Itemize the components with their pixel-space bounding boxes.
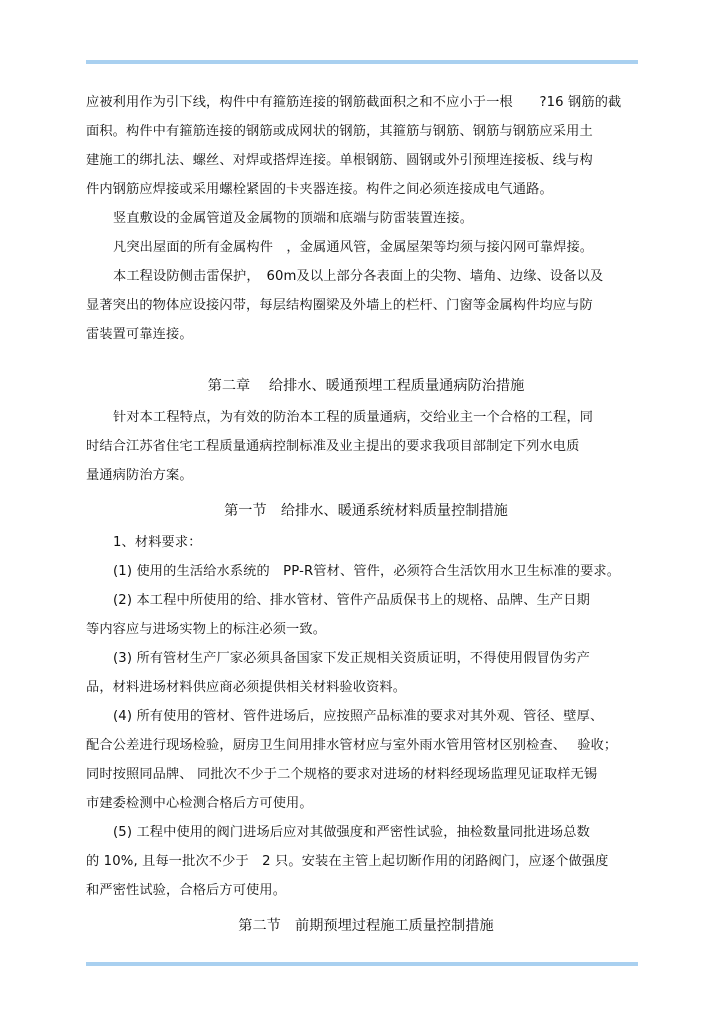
list-item-line: 品，材料进场材料供应商必须提供相关材料验收资料。	[86, 680, 407, 695]
body-text-line: 雷装置可靠连接。	[86, 327, 193, 342]
header-rule	[86, 60, 638, 64]
body-text-line: 本工程设防侧击雷保护， 60m及以上部分各表面上的尖物、墙角、边缘、设备以及	[113, 269, 604, 284]
list-heading: 1、材料要求：	[113, 535, 202, 550]
list-item-line: (4) 所有使用的管材、管件进场后，应按照产品标准的要求对其外观、管径、壁厚、	[113, 709, 604, 724]
body-text-line: 时结合江苏省住宅工程质量通病控制标准及业主提出的要求我项目部制定下列水电质	[86, 439, 580, 454]
list-item-line: 的 10%, 且每一批次不少于 2 只。安装在主管上起切断作用的闭路阀门，应逐个做强度	[86, 854, 609, 869]
body-text-line: 凡突出屋面的所有金属构件 ，金属通风管，金属屋架等均须与接闪网可靠焊接。	[113, 240, 594, 255]
body-text-line: 竖直敷设的金属管道及金属物的顶端和底端与防雷装置连接。	[113, 211, 474, 226]
body-text-line: 件内钢筋应焊接或采用螺栓紧固的卡夹器连接。构件之间必须连接成电气通路。	[86, 182, 553, 197]
list-item-line: (5) 工程中使用的阀门进场后应对其做强度和严密性试验，抽检数量同批进场总数	[113, 825, 590, 840]
list-item-line: 和严密性试验，合格后方可使用。	[86, 883, 287, 898]
body-text-line: 面积。构件中有箍筋连接的钢筋或成网状的钢筋，其箍筋与钢筋、钢筋与钢筋应采用土	[86, 124, 593, 139]
document-page	[86, 88, 646, 941]
list-item-line: (2) 本工程中所使用的给、排水管材、管件产品质保书上的规格、品牌、生产日期	[113, 593, 590, 608]
section-title: 第一节 给排水、暖通系统材料质量控制措施	[224, 503, 508, 519]
list-item-line: (3) 所有管材生产厂家必须具备国家下发正规相关资质证明，不得使用假冒伪劣产	[113, 651, 590, 666]
list-item-line: 市建委检测中心检测合格后方可使用。	[86, 796, 313, 811]
body-text-line: 建施工的绑扎法、螺丝、对焊或搭焊连接。单根钢筋、圆钢或外引预埋连接板、线与构	[86, 153, 593, 168]
list-item-line: 等内容应与进场实物上的标注必须一致。	[86, 622, 327, 637]
list-item-line: 配合公差进行现场检验，厨房卫生间用排水管材应与室外雨水管用管材区别检查、 验收；	[86, 738, 618, 753]
chapter-title: 第二章 给排水、暖通预埋工程质量通病防治措施	[207, 378, 525, 394]
body-text-line: 应被利用作为引下线，构件中有箍筋连接的钢筋截面积之和不应小于一根 ?16 钢筋的截	[86, 95, 622, 110]
body-text-line: 量通病防治方案。	[86, 468, 193, 483]
body-text-line: 针对本工程特点，为有效的防治本工程的质量通病，交给业主一个合格的工程，同	[113, 410, 594, 425]
section-title: 第二节 前期预埋过程施工质量控制措施	[238, 918, 494, 934]
list-item-line: (1) 使用的生活给水系统的 PP-R管材、管件，必须符合生活饮用水卫生标准的要求。	[113, 564, 621, 579]
list-item-line: 同时按照同品牌、 同批次不少于二个规格的要求对进场的材料经现场监理见证取样无锡	[86, 767, 598, 782]
body-text-line: 显著突出的物体应设接闪带，每层结构圈梁及外墙上的栏杆、门窗等金属构件均应与防	[86, 298, 593, 313]
footer-rule	[86, 962, 638, 966]
